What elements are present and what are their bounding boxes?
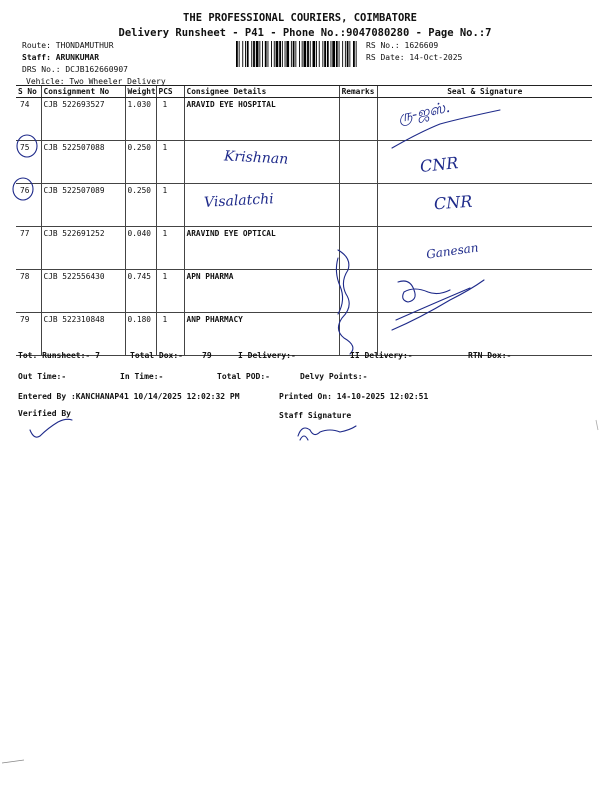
barcode-bar [322, 41, 323, 67]
barcode-bar [274, 41, 275, 67]
barcode-bar [353, 41, 355, 67]
delivery-table [16, 85, 592, 356]
cell-seal [377, 313, 592, 356]
cell-consignee: ARAVID EYE HOSPITAL [184, 98, 339, 141]
scan-edge-line [2, 760, 24, 763]
barcode-bar [262, 41, 263, 67]
col-header-remarks: Remarks [339, 86, 377, 98]
cell-seal [377, 227, 592, 270]
cell-consignee: ANP PHARMACY [184, 313, 339, 356]
barcode-bar [302, 41, 303, 67]
runsheet-title: Delivery Runsheet - P41 - Phone No.:9047080280 - Page No.:7 [118, 27, 492, 39]
col-header-seal: Seal & Signature [377, 86, 592, 98]
staff-label: Staff: ARUNKUMAR [22, 53, 100, 62]
cell-pcs: 1 [156, 98, 184, 141]
cell-consignee: ARAVIND EYE OPTICAL [184, 227, 339, 270]
ii-delivery: II Delivery:- [350, 351, 413, 360]
verified-by-label: Verified By [18, 409, 71, 418]
table-row [16, 270, 592, 313]
delvy-points: Delvy Points:- [300, 372, 368, 381]
cell-remarks [339, 184, 377, 227]
handwritten-cnr-mark: CNR [433, 191, 473, 214]
barcode-bar [242, 41, 243, 67]
cell-consignee: APN PHARMA [184, 270, 339, 313]
cell-sno: 74 [16, 98, 41, 141]
barcode-bar [307, 41, 309, 67]
barcode-bar [251, 41, 252, 67]
barcode-bar [342, 41, 343, 67]
table-row [16, 141, 592, 184]
cell-weight: 0.250 [125, 184, 156, 227]
vehicle-label: Vehicle: Two Wheeler Delivery [26, 77, 166, 86]
barcode-bar [271, 41, 272, 67]
handwritten-name-visalatchi: Visalatchi [203, 191, 275, 211]
barcode-bar [304, 41, 307, 67]
cell-sno: 78 [16, 270, 41, 313]
table-row [16, 313, 592, 356]
handwritten-signature-row74: ரு-ஜஸ். [396, 97, 452, 127]
runsheet-meta-left [22, 40, 166, 88]
barcode-bar [316, 41, 317, 67]
staff-signature-tail [300, 436, 308, 440]
i-delivery: I Delivery:- [238, 351, 296, 360]
cell-sno: 76 [16, 184, 41, 227]
cell-consignment: CJB 522310848 [41, 313, 125, 356]
cell-pcs: 1 [156, 270, 184, 313]
col-header-consignment: Consignment No [41, 86, 125, 98]
cell-consignment: CJB 522693527 [41, 98, 125, 141]
cell-pcs: 1 [156, 141, 184, 184]
cell-remarks [339, 227, 377, 270]
in-time: In Time:- [120, 372, 164, 381]
barcode-bar [239, 41, 240, 67]
cell-remarks [339, 141, 377, 184]
cell-consignment: CJB 522691252 [41, 227, 125, 270]
barcode-bar [256, 41, 259, 67]
barcode-bar [265, 41, 267, 67]
barcode-bar [331, 41, 332, 67]
barcode-bar [291, 41, 292, 67]
col-header-consignee: Consignee Details [184, 86, 339, 98]
barcode-bar [347, 41, 349, 67]
table-header-row [16, 86, 592, 98]
cell-weight: 1.030 [125, 98, 156, 141]
tot-runsheet: Tot. Runsheet:- 7 [18, 351, 100, 360]
table-row [16, 227, 592, 270]
barcode-bar [349, 41, 350, 67]
barcode-bar [253, 41, 255, 67]
cell-seal [377, 184, 592, 227]
barcode-bar [313, 41, 316, 67]
scan-edge-mark [596, 420, 598, 430]
cell-weight: 0.040 [125, 227, 156, 270]
total-dox-value: 79 [202, 351, 212, 360]
cell-pcs: 1 [156, 227, 184, 270]
barcode-bar [279, 41, 281, 67]
barcode-bar [282, 41, 283, 67]
cell-weight: 0.180 [125, 313, 156, 356]
barcode-bar [236, 41, 238, 67]
barcode-bar [319, 41, 320, 67]
cell-consignment: CJB 522507089 [41, 184, 125, 227]
printed-on: Printed On: 14-10-2025 12:02:51 [279, 392, 429, 401]
route-label: Route: THONDAMUTHUR [22, 41, 114, 50]
out-time: Out Time:- [18, 372, 67, 381]
handwritten-signature-row77: Ganesan [425, 240, 480, 262]
cell-sno: 75 [16, 141, 41, 184]
staff-signature-label: Staff Signature [279, 411, 352, 420]
col-header-pcs: PCS [156, 86, 184, 98]
barcode-bar [336, 41, 338, 67]
col-header-weight: Weight [125, 86, 156, 98]
barcode-bar [268, 41, 269, 67]
company-title: THE PROFESSIONAL COURIERS, COIMBATORE [183, 12, 417, 24]
staff-signature-mark [298, 426, 356, 436]
barcode-bar [295, 41, 296, 67]
cell-pcs: 1 [156, 313, 184, 356]
barcode-bar [327, 41, 329, 67]
table-row [16, 184, 592, 227]
barcode-bar [356, 41, 357, 67]
rs-number: RS No.: 1626609 [366, 41, 439, 50]
cell-remarks [339, 98, 377, 141]
handwritten-cnr-mark: CNR [419, 153, 460, 176]
cell-pcs: 1 [156, 184, 184, 227]
total-dox-label: Total Dox:- [130, 351, 183, 360]
cell-sno: 77 [16, 227, 41, 270]
barcode-bar [332, 41, 335, 67]
barcode-bar [345, 41, 346, 67]
cell-weight: 0.745 [125, 270, 156, 313]
barcode-bar [245, 41, 246, 67]
table-row [16, 98, 592, 141]
cell-weight: 0.250 [125, 141, 156, 184]
total-pod: Total POD:- [217, 372, 270, 381]
barcode-image [236, 41, 358, 67]
barcode-bar [285, 41, 286, 67]
barcode-bar [339, 41, 340, 67]
barcode-bar [299, 41, 300, 67]
handwritten-name-krishnan: Krishnan [223, 148, 289, 168]
barcode-bar [259, 41, 260, 67]
barcode-bar [310, 41, 311, 67]
cell-consignment: CJB 522507088 [41, 141, 125, 184]
verified-by-signature [30, 419, 72, 437]
rs-date: RS Date: 14-Oct-2025 [366, 53, 463, 62]
cell-remarks [339, 313, 377, 356]
cell-sno: 79 [16, 313, 41, 356]
col-header-sno: S No [16, 86, 41, 98]
runsheet-meta-right [366, 40, 462, 64]
entered-by: Entered By :KANCHANAP41 10/14/2025 12:02:32 PM [18, 392, 240, 401]
barcode-bar [324, 41, 326, 67]
cell-consignment: CJB 522556430 [41, 270, 125, 313]
barcode-bar [276, 41, 279, 67]
rtn-dox: RTN Dox:- [468, 351, 512, 360]
drs-number: DRS No.: DCJB162660907 [22, 65, 128, 74]
cell-seal [377, 141, 592, 184]
cell-remarks [339, 270, 377, 313]
barcode-bar [293, 41, 295, 67]
barcode-bar [286, 41, 289, 67]
cell-seal [377, 270, 592, 313]
barcode-bar [247, 41, 249, 67]
